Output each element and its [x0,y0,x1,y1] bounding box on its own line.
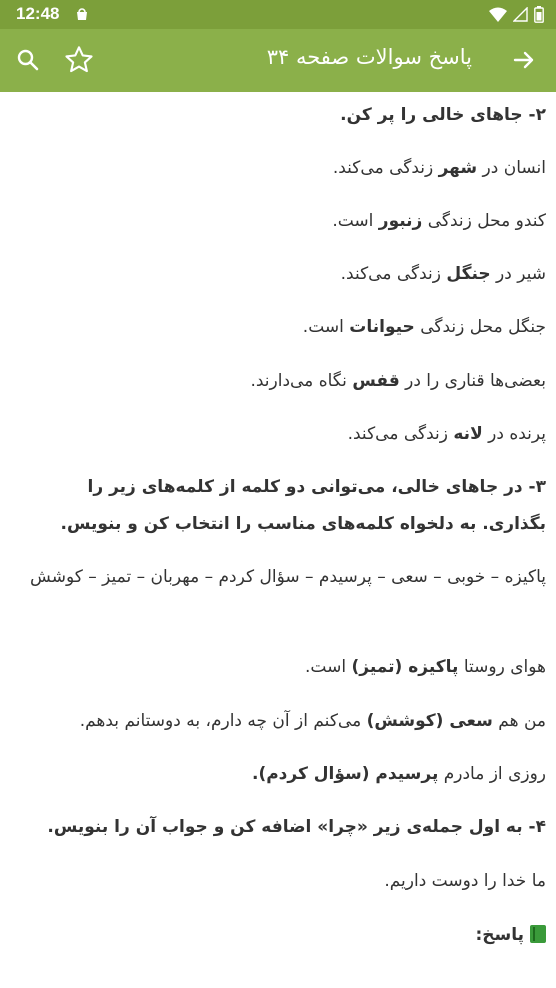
answer-word: شهر [438,158,478,178]
answer-word: پرسیدم (سؤال کردم). [252,764,439,784]
sentence-text: جنگل محل زندگی [414,317,546,337]
sentence-4 [18,309,546,346]
sentence-text: است. [305,657,352,677]
status-time: 12:48 [16,4,60,23]
answer-label-line [18,917,546,954]
battery-icon [534,6,544,27]
sentence-text: شیر در [490,264,546,284]
sentence-text: است. [332,211,379,231]
answer-word: قفس [352,371,400,391]
sentence-text: روزی از مادرم [438,764,546,784]
sentence-9 [18,756,546,793]
sentence-8 [18,703,546,740]
sentence-text: زندگی می‌کند. [347,424,454,444]
sentence-3 [18,256,546,293]
sentence-text: هوای روستا [458,657,546,677]
arrow-right-icon [512,48,536,72]
sentence-text: من هم [492,711,546,731]
favorite-button[interactable] [60,41,98,79]
sentence-text: پرنده در [482,424,546,444]
answer-word: جنگل [446,264,491,284]
sentence-text: می‌کنم از آن چه دارم، به دوستانم بدهم. [79,711,367,731]
answer-content [0,92,556,988]
answer-word: لانه [453,424,483,444]
page-title: پاسخ سوالات صفحه ۳۴ [266,45,472,69]
sentence-2 [18,203,546,240]
sentence-text: زندگی می‌کند. [340,264,447,284]
back-button[interactable] [506,42,542,78]
sentence-text: نگاه می‌دارند. [250,371,353,391]
status-bar [0,0,556,29]
sentence-1 [18,150,546,187]
sentence-text: بعضی‌ها قناری را در [399,371,546,391]
book-icon [530,925,546,943]
sentence-10: ما خدا را دوست داریم. [384,871,546,891]
question-4-title: ۴- به اول جمله‌ی زیر «چرا» اضافه کن و جواب آن را بنویس. [47,817,546,837]
app-notification-icon [74,6,90,26]
search-icon [16,48,40,72]
sentence-text: زندگی می‌کند. [332,158,439,178]
search-button[interactable] [10,42,46,78]
answer-label: پاسخ: [475,925,524,945]
signal-icon [513,7,528,26]
answer-word: زنبور [378,211,423,231]
question-3-title: ۳- در جاهای خالی، می‌توانی دو کلمه از کلمه‌های زیر را بگذاری. به دلخواه کلمه‌های مناسب را انتخاب کن و بنویس. [60,477,546,534]
answer-word: سعی (کوشش) [366,711,493,731]
answer-word: حیوانات [349,317,415,337]
word-list: پاکیزه – خوبی – سعی – پرسیدم – سؤال کردم – مهربان – تمیز – کوشش [30,567,546,587]
sentence-5 [18,363,546,400]
answer-word: پاکیزه (تمیز) [351,657,459,677]
star-icon [63,44,95,76]
sentence-text: کندو محل زندگی [422,211,546,231]
sentence-7 [18,649,546,686]
status-icons [489,6,544,27]
sentence-6 [18,416,546,453]
wifi-icon [489,7,507,27]
question-2-title: ۲- جاهای خالی را پر کن. [340,105,546,125]
app-bar [0,29,556,92]
sentence-text: است. [302,317,350,337]
sentence-text: انسان در [477,158,546,178]
